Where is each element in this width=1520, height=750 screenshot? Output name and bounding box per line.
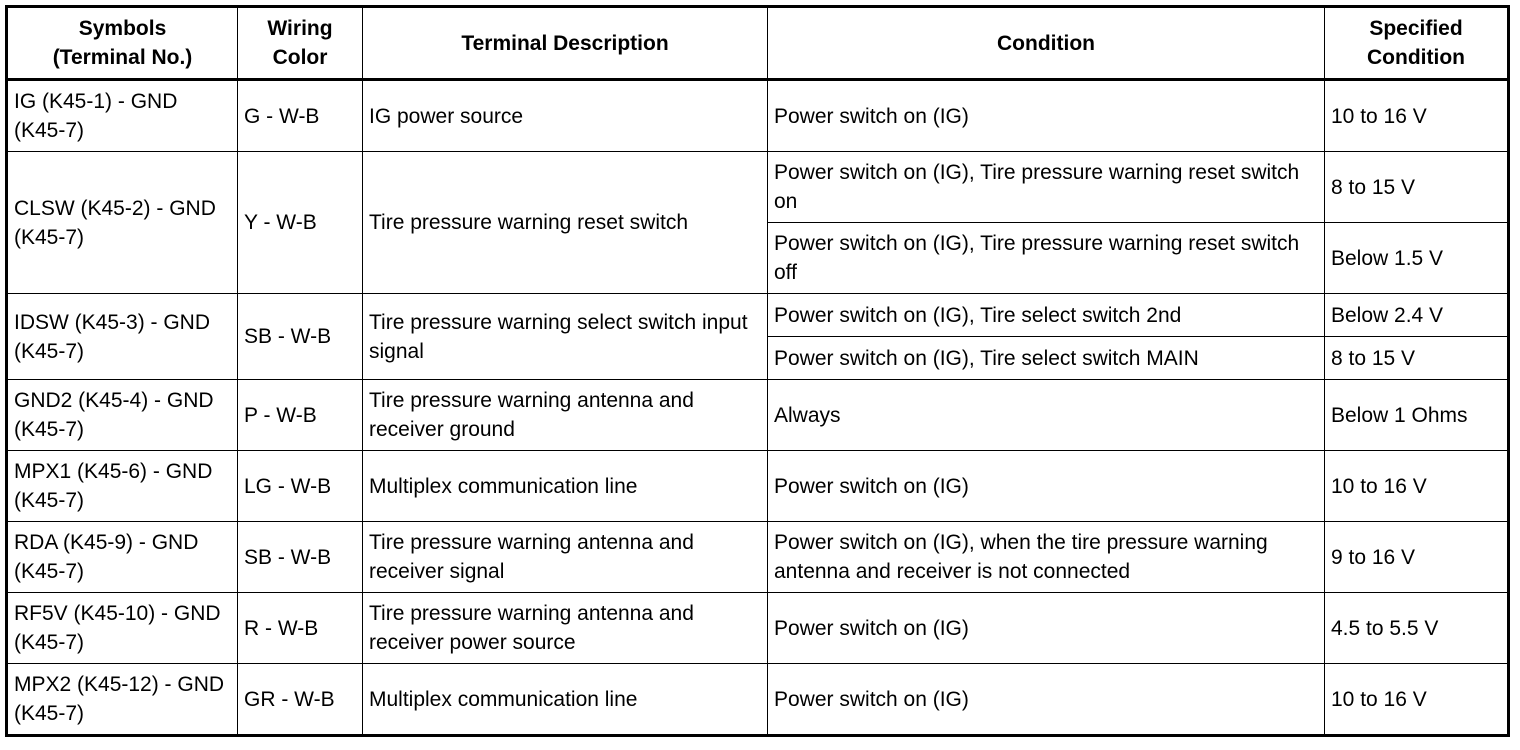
specified-cell: 8 to 15 V (1325, 152, 1509, 223)
specified-cell: 10 to 16 V (1325, 664, 1509, 736)
wiring-cell: LG - W-B (238, 451, 363, 522)
terminal-spec-table-container (5, 5, 1510, 737)
header-specified-line1: Specified (1369, 17, 1463, 40)
symbol-cell: MPX2 (K45-12) - GND (K45-7) (7, 664, 238, 736)
symbol-cell: IDSW (K45-3) - GND (K45-7) (7, 294, 238, 380)
wiring-cell: R - W-B (238, 593, 363, 664)
header-wiring-line2: Color (272, 46, 328, 69)
table-row (7, 664, 1509, 736)
condition-cell: Power switch on (IG), Tire pressure warning reset switch off (768, 223, 1325, 294)
table-row (7, 593, 1509, 664)
description-cell: Tire pressure warning antenna and receiver ground (363, 380, 768, 451)
condition-cell: Power switch on (IG) (768, 80, 1325, 152)
specified-cell: 10 to 16 V (1325, 451, 1509, 522)
header-wiring-line1: Wiring (267, 17, 333, 40)
specified-cell: 10 to 16 V (1325, 80, 1509, 152)
specified-cell: Below 1.5 V (1325, 223, 1509, 294)
specified-cell: 9 to 16 V (1325, 522, 1509, 593)
description-cell: Multiplex communication line (363, 451, 768, 522)
header-symbols-line2: (Terminal No.) (52, 46, 193, 69)
symbol-cell: RF5V (K45-10) - GND (K45-7) (7, 593, 238, 664)
specified-cell: Below 2.4 V (1325, 294, 1509, 337)
condition-cell: Power switch on (IG) (768, 593, 1325, 664)
header-condition-text: Condition (997, 31, 1095, 55)
header-description-text: Terminal Description (461, 31, 669, 55)
header-symbols-line1: Symbols (78, 17, 167, 40)
condition-cell: Power switch on (IG), Tire select switch MAIN (768, 337, 1325, 380)
symbol-cell: IG (K45-1) - GND (K45-7) (7, 80, 238, 152)
description-cell: Tire pressure warning reset switch (363, 152, 768, 294)
header-terminal-description (363, 7, 768, 80)
wiring-cell: SB - W-B (238, 522, 363, 593)
wiring-cell: P - W-B (238, 380, 363, 451)
description-cell: Multiplex communication line (363, 664, 768, 736)
symbol-cell: MPX1 (K45-6) - GND (K45-7) (7, 451, 238, 522)
condition-cell: Power switch on (IG), Tire pressure warning reset switch on (768, 152, 1325, 223)
table-row (7, 294, 1509, 337)
specified-cell: 8 to 15 V (1325, 337, 1509, 380)
condition-cell: Power switch on (IG) (768, 451, 1325, 522)
symbol-cell: GND2 (K45-4) - GND (K45-7) (7, 380, 238, 451)
header-symbols (7, 7, 238, 80)
header-wiring-color (238, 7, 363, 80)
description-cell: Tire pressure warning antenna and receiver power source (363, 593, 768, 664)
symbol-cell: CLSW (K45-2) - GND (K45-7) (7, 152, 238, 294)
description-cell: Tire pressure warning select switch input signal (363, 294, 768, 380)
terminal-spec-table (5, 5, 1510, 737)
table-row (7, 451, 1509, 522)
header-specified-line2: Condition (1367, 46, 1465, 69)
header-row (7, 7, 1509, 80)
description-cell: Tire pressure warning antenna and receiver signal (363, 522, 768, 593)
table-row (7, 380, 1509, 451)
table-row (7, 152, 1509, 223)
wiring-cell: GR - W-B (238, 664, 363, 736)
condition-cell: Always (768, 380, 1325, 451)
wiring-cell: G - W-B (238, 80, 363, 152)
wiring-cell: SB - W-B (238, 294, 363, 380)
header-specified-condition (1325, 7, 1509, 80)
table-row (7, 80, 1509, 152)
condition-cell: Power switch on (IG), Tire select switch 2nd (768, 294, 1325, 337)
description-cell: IG power source (363, 80, 768, 152)
symbol-cell: RDA (K45-9) - GND (K45-7) (7, 522, 238, 593)
condition-cell: Power switch on (IG), when the tire pressure warning antenna and receiver is not connected (768, 522, 1325, 593)
header-condition (768, 7, 1325, 80)
condition-cell: Power switch on (IG) (768, 664, 1325, 736)
specified-cell: 4.5 to 5.5 V (1325, 593, 1509, 664)
wiring-cell: Y - W-B (238, 152, 363, 294)
specified-cell: Below 1 Ohms (1325, 380, 1509, 451)
table-row (7, 522, 1509, 593)
